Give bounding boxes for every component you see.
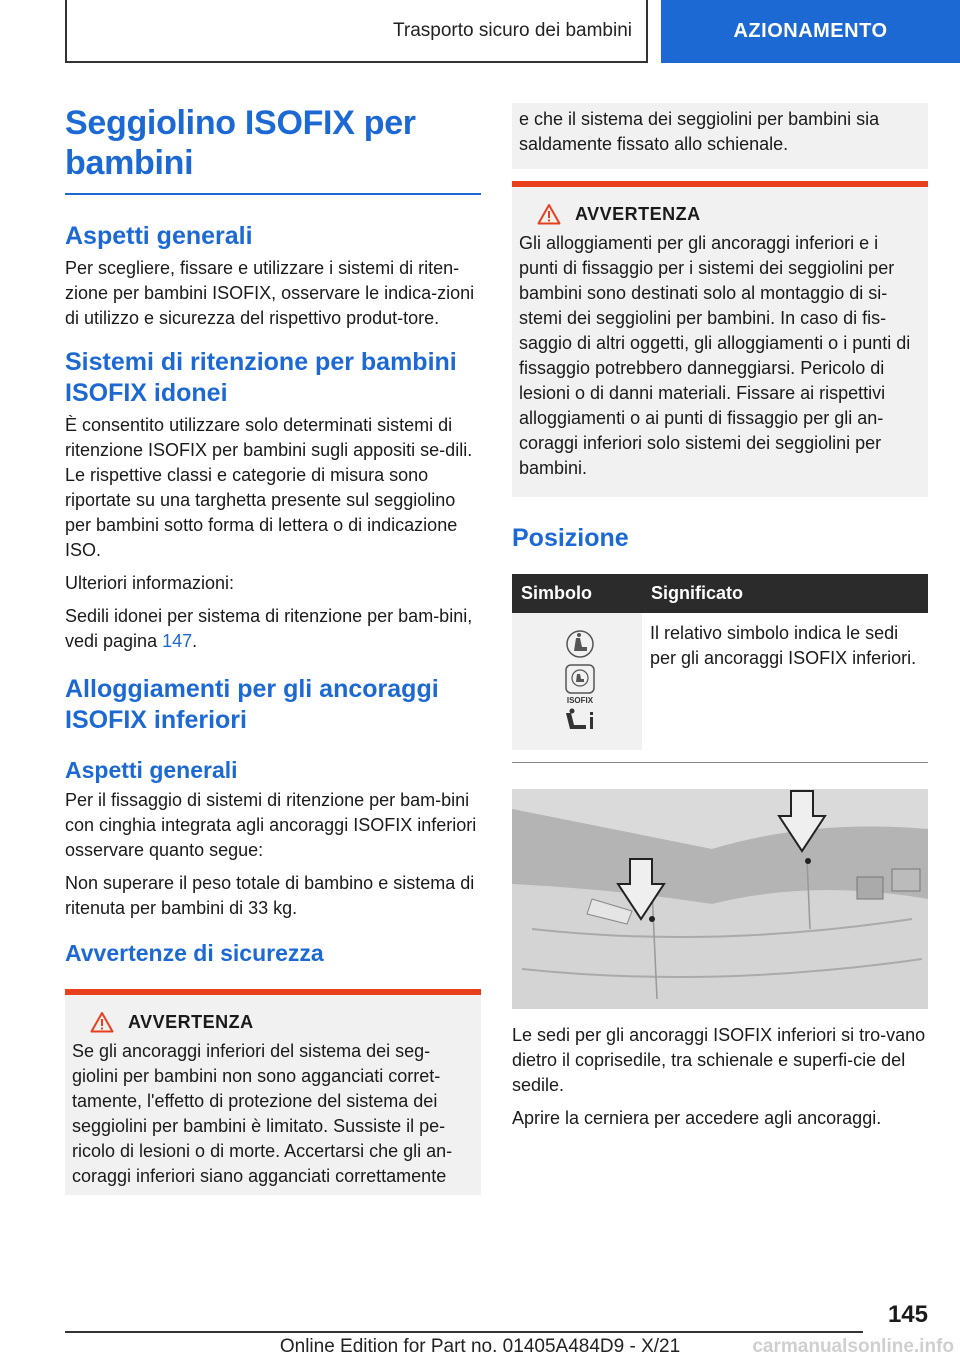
symbol-table bbox=[512, 574, 928, 750]
right-column bbox=[512, 103, 928, 1131]
page-title: Seggiolino ISOFIX per bambini bbox=[65, 103, 481, 195]
header-chapter-label: AZIONAMENTO bbox=[733, 20, 888, 42]
paragraph-general-2: Per il fissaggio di sistemi di ritenzione per bam-bini con cinghia integrata agli ancoraggi ISOFIX inferiori osservare quanto segue: bbox=[65, 790, 477, 860]
header-section bbox=[65, 0, 648, 63]
col-header-meaning: Significato bbox=[642, 574, 928, 613]
paragraph-caption: Le sedi per gli ancoraggi ISOFIX inferiori si tro-vano dietro il coprisedile, tra schienale e superfi-cie del sedile. bbox=[512, 1025, 926, 1095]
warning-text: Se gli ancoraggi inferiori del sistema dei seg-giolini per bambini non sono agganciati corret-tamente, l'effetto di protezione del sistema dei seggiolini per bambini è limitato. Sussiste il pe-ricolo di lesioni o di morte. Accertarsi che gli an-coraggi inferiori siano agganciati correttamente bbox=[72, 1041, 453, 1186]
watermark: carmanualsonline.info bbox=[752, 1336, 954, 1357]
meaning-cell: Il relativo simbolo indica le sedi per gli ancoraggi ISOFIX inferiori. bbox=[650, 623, 917, 668]
page-link-147[interactable]: 147 bbox=[162, 631, 193, 651]
warning-header bbox=[90, 1011, 474, 1033]
warning-continuation bbox=[512, 103, 928, 169]
paragraph-systems: È consentito utilizzare solo determinati sistemi di ritenzione ISOFIX per bambini sugli appositi se-dili. Le rispettive classi e categorie di misura sono riportate su una targhetta presente sul seggiolino per bambini sotto forma di lettera o di indicazione ISO. bbox=[65, 415, 473, 560]
table-divider bbox=[512, 762, 928, 763]
isofix-symbols-icon bbox=[520, 621, 620, 735]
warning-text-2: Gli alloggiamenti per gli ancoraggi inferiori e i punti di fissaggio per i sistemi dei seggiolini per bambini sono destinati solo al montaggio di si-stemi dei seggiolini per bambini. In caso di fis-saggio di altri oggetti, gli alloggiamenti o i punti di fissaggio potrebbero danneggiarsi. Pericolo di lesioni o di danni materiali. Fissare ai rispettivi alloggiamenti o ai punti di fissaggio per gli an-coraggi inferiori solo sistemi dei seggiolini per bambini. bbox=[519, 233, 911, 478]
warning-box-1 bbox=[65, 989, 481, 1195]
warning-title-2: AVVERTENZA bbox=[575, 203, 701, 224]
paragraph-general: Per scegliere, fissare e utilizzare i sistemi di riten-zione per bambini ISOFIX, osservare le indica-zioni di utilizzo e sicurezza del rispettivo produt-tore. bbox=[65, 258, 475, 328]
symbol-cell bbox=[512, 613, 642, 750]
header-chapter-tab[interactable] bbox=[661, 0, 960, 63]
col-header-symbol: Simbolo bbox=[512, 574, 642, 613]
isofix-label: ISOFIX bbox=[566, 696, 594, 705]
page-number: 145 bbox=[887, 1301, 928, 1328]
paragraph-more-info: Ulteriori informazioni: bbox=[65, 573, 235, 593]
paragraph-open-zipper: Aprire la cerniera per accedere agli ancoraggi. bbox=[512, 1108, 882, 1128]
warning-triangle-icon bbox=[90, 1011, 114, 1033]
warning-triangle-icon bbox=[537, 203, 561, 225]
table-header-row bbox=[512, 574, 928, 613]
warning-box-2 bbox=[512, 181, 928, 497]
header-section-label: Trasporto sicuro dei bambini bbox=[392, 19, 632, 41]
heading-systems: Sistemi di ritenzione per bambini ISOFIX idonei bbox=[65, 348, 457, 407]
paragraph-weight: Non superare il peso totale di bambino e sistema di ritenuta per bambini di 33 kg. bbox=[65, 873, 475, 918]
warning-header-2 bbox=[537, 203, 921, 225]
suitable-seats-suffix: . bbox=[192, 631, 198, 651]
rear-seat-illustration bbox=[512, 789, 928, 1009]
warning-continuation-text: e che il sistema dei seggiolini per bambini sia saldamente fissato allo schienale. bbox=[519, 109, 880, 154]
heading-general: Aspetti generali bbox=[65, 222, 253, 250]
rear-seat-photo bbox=[512, 789, 928, 1009]
table-row bbox=[512, 613, 928, 750]
footer-divider bbox=[65, 1331, 863, 1333]
heading-safety: Avvertenze di sicurezza bbox=[65, 940, 324, 966]
heading-anchors: Alloggiamenti per gli ancoraggi ISOFIX inferiori bbox=[65, 675, 439, 734]
heading-general-2: Aspetti generali bbox=[65, 757, 238, 783]
paragraph-suitable-seats bbox=[65, 604, 481, 654]
heading-position: Posizione bbox=[512, 524, 629, 552]
footer-edition: Online Edition for Part no. 01405A484D9 - X/21 bbox=[279, 1336, 681, 1357]
suitable-seats-text: Sedili idonei per sistema di ritenzione per bam-bini, vedi pagina bbox=[65, 606, 473, 651]
left-column bbox=[65, 103, 481, 1195]
warning-title: AVVERTENZA bbox=[128, 1011, 254, 1032]
